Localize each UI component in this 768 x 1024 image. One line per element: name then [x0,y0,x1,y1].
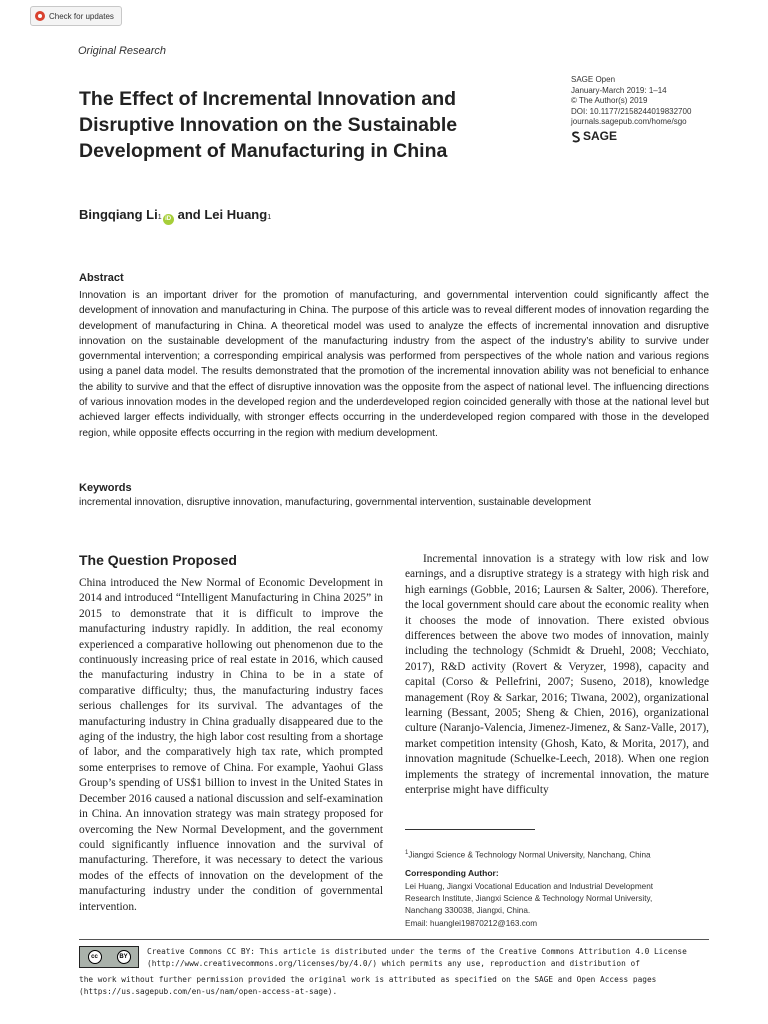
author-name[interactable]: and Lei Huang [177,207,268,222]
corresponding-line: Research Institute, Jiangxi Science & Technology Normal University, [405,894,653,904]
check-for-updates-badge[interactable] [30,6,122,26]
copyright: © The Author(s) 2019 [571,96,648,105]
affiliation [405,848,709,861]
corresponding-line: Nanchang 330038, Jiangxi, China. [405,906,531,916]
keywords-heading: Keywords [79,482,132,494]
article-type-label: Original Research [78,45,167,57]
journal-issue: January-March 2019: 1–14 [571,85,667,95]
check-for-updates-label: Check for updates [49,11,114,21]
sage-logo-text: SAGE [583,129,618,144]
by-icon: BY [117,950,131,964]
footnote-divider [405,829,535,830]
corresponding-heading: Corresponding Author: [405,868,499,878]
sage-mark-icon [571,131,581,143]
corresponding-email[interactable]: Email: huanglei19870212@163.com [405,918,538,928]
orcid-icon[interactable]: iD [163,214,174,225]
corresponding-line: Lei Huang, Jiangxi Vocational Education and Industrial Development [405,882,654,891]
affiliation-sup: 1 [405,850,409,856]
author-affil-sup: 1 [267,214,272,221]
body-paragraph-left: China introduced the New Normal of Economic Development in 2014 and introduced “Intelligent Manufacturing in China 2025” in 2015 to demonstrate that it is difficult to improve the manufacturing industry rapidly. In addition, the real economy experienced a comparative hollowing out phenomenon due to the continuously increasing price of real estate in 2016, which caused the manufacturing industry in China to be in a state of comparative difficulty; thus, the manufacturing industry faces serious challenges for its survival. The advantages of the manufacturing industry in China gradually disappeared due to the aging of the industry, the high labor cost resulting from a shortage of labor, and the comparatively high tax rate, which prompted some enterprises to remove of China. For example, Yaohui Glass Group’s spending of US$1 billion to invest in the United States in December 2016 caused a national discussion and self-examination in China. An innovation strategy was main strategy proposed for overcoming the New Normal Development, and the government could significantly influence innovation and the survival of manufacturing. Therefore, it was necessary to detect the various modes of the effects of innovation on the development of the manufacturing industry under the condition of governmental intervention. [79,577,383,913]
keywords-text: incremental innovation, disruptive innovation, manufacturing, governmental intervention, sustainable development [79,497,591,508]
journal-url[interactable]: journals.sagepub.com/home/sgo [571,117,687,126]
doi[interactable]: DOI: 10.1177/2158244019832700 [571,106,692,116]
cc-icon: cc [88,950,102,964]
license-text [147,946,707,969]
cc-by-badge[interactable] [79,946,139,968]
footer-divider [79,939,709,940]
journal-meta [571,75,761,143]
section-heading: The Question Proposed [79,552,237,568]
license-link[interactable]: (http://www.creativecommons.org/licenses/by/4.0/) which permits any use, reproduction and distribution of [147,958,640,968]
author-line [79,207,271,224]
corresponding-author [405,881,705,930]
license-line: Creative Commons CC BY: This article is distributed under the terms of the Creative Commons Attribution 4.0 License [147,947,687,956]
update-icon [35,11,45,21]
author-name[interactable]: Bingqiang Li [79,207,158,222]
article-title: The Effect of Incremental Innovation and Disruptive Innovation on the Sustainable Development of Manufacturing in China [79,88,458,162]
body-paragraph-right: Incremental innovation is a strategy with low risk and low earnings, and a disruptive strategy is a strategy with high risk and high earnings (Gobble, 2016; Laursen & Salter, 2006). Therefore, the local government should care about the economic reality when it chooses the mode of innovation. There existed obvious differences between the above two modes of innovation, mainly including the technology (Schmidt & Druehl, 2008; Vecchiato, 2017), R&D activity (Rovert & Veryzer, 1998), capacity and capital (Corso & Pellefrini, 2007; Suseno, 2018), knowledge management (Roy & Sarkar, 2016; Tiwana, 2002), organizational learning (Bessant, 2005; Sheng & Chien, 2016), organizational culture (Naranjo-Valencia, Jimenez-Jimenez, & Sanz-Valle, 2017), market competition intensity (Ghosh, Kato, & Morita, 2017), and innovation magnitude (Schuelke-Leech, 2018). When one region implements the strategy of incremental innovation, the mature enterprise might have difficulty [405,553,709,797]
affiliation-text: Jiangxi Science & Technology Normal University, Nanchang, China [408,850,651,860]
author-affil-sup: 1 [157,214,162,221]
license-link[interactable]: (https://us.sagepub.com/en-us/nam/open-access-at-sage). [79,986,338,996]
abstract-text: Innovation is an important driver for the promotion of manufacturing, and governmental intervention could significantly affect the development of innovation and manufacturing in China. The purpose of this article was to reveal different modes of innovation regarding the development of manufacturing in China. A theoretical model was used to analyze the effects of incremental innovation and disruptive innovation on the sustainable development of the manufacturing industry from the aspect of the industry’s ability to survive under governmental intervention; a corresponding empirical analysis was performed from perspectives of the whole nation and various regions using a panel data model. The results demonstrated that the promotion of the incremental innovation ability was not beneficial to enhance the ability to survive and that the effect of disruptive innovation was the opposite from the aspect of national level. The influencing directions of various innovation modes in the developed region and the underdeveloped region coincided generally with those at the national level but achieved larger effects individually, with stronger effects occurring in the underdeveloped region compared with those in the developed region, while opposite effects occurring in the region with medium development. [79,290,709,439]
license-text-continued [79,974,709,997]
journal-name: SAGE Open [571,75,616,84]
license-line: the work without further permission provided the original work is attributed as specified on the SAGE and Open Access pages [79,975,657,984]
sage-logo [571,131,761,143]
abstract-heading: Abstract [79,272,124,284]
